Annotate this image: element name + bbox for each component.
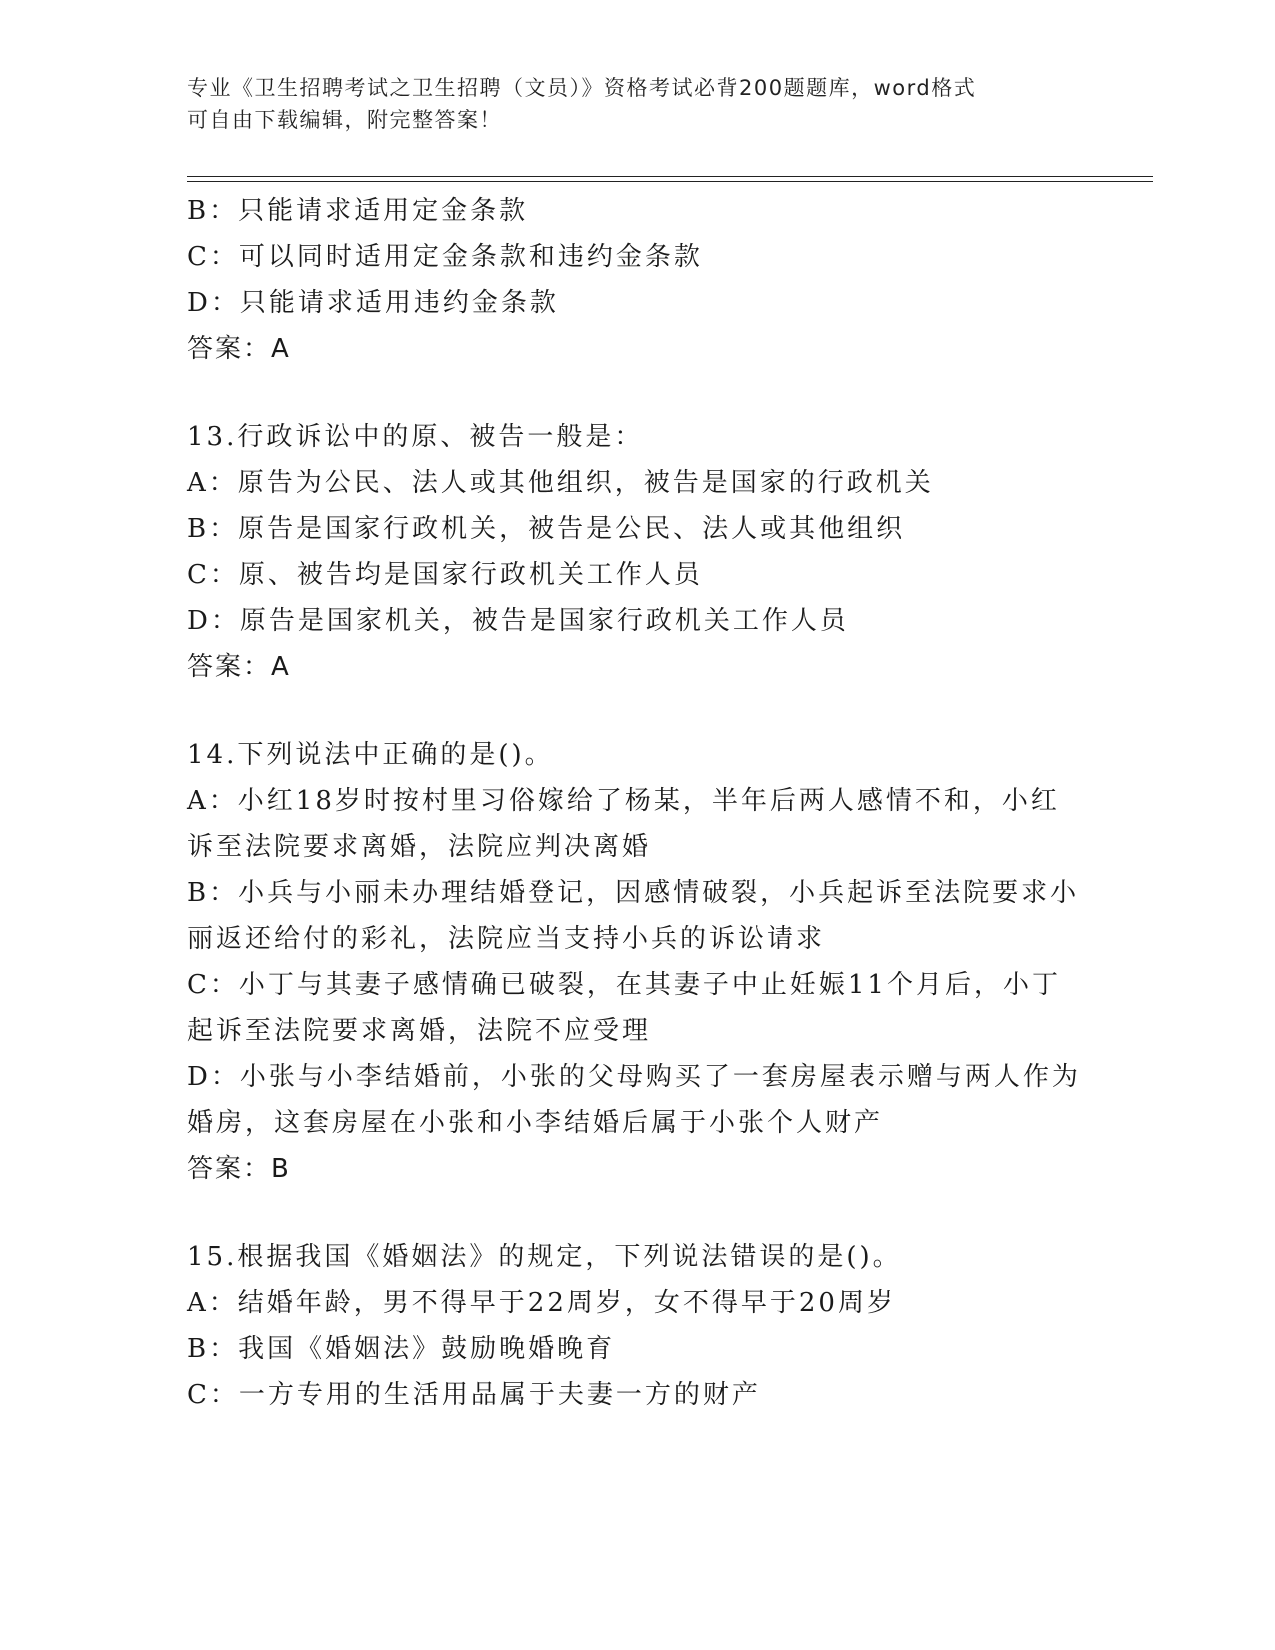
question-text: 15.根据我国《婚姻法》的规定，下列说法错误的是()。 xyxy=(187,1242,902,1272)
option-c-line-1: C：小丁与其妻子感情确已破裂，在其妻子中止妊娠11个月后，小丁 xyxy=(187,970,1061,1000)
answer: 答案：A xyxy=(187,652,291,682)
header-line-2: 可自由下载编辑，附完整答案！ xyxy=(187,108,502,132)
header-line-1: 专业《卫生招聘考试之卫生招聘（文员）》资格考试必背200题题库，word格式 xyxy=(187,76,977,100)
question-text: 14.下列说法中正确的是()。 xyxy=(187,740,554,770)
option-a: A：原告为公民、法人或其他组织，被告是国家的行政机关 xyxy=(187,468,934,498)
question-12-partial xyxy=(187,188,1087,372)
option-c-line-2: 起诉至法院要求离婚，法院不应受理 xyxy=(187,1016,652,1046)
option-b: B：只能请求适用定金条款 xyxy=(187,196,529,226)
option-c: C：可以同时适用定金条款和违约金条款 xyxy=(187,242,703,272)
option-a: A：结婚年龄，男不得早于22周岁，女不得早于20周岁 xyxy=(187,1288,896,1318)
option-c: C：一方专用的生活用品属于夫妻一方的财产 xyxy=(187,1380,761,1410)
option-a-line-2: 诉至法院要求离婚，法院应判决离婚 xyxy=(187,832,652,862)
option-a-line-1: A：小红18岁时按村里习俗嫁给了杨某，半年后两人感情不和，小红 xyxy=(187,786,1060,816)
option-b-line-1: B：小兵与小丽未办理结婚登记，因感情破裂，小兵起诉至法院要求小 xyxy=(187,878,1080,908)
header-rule-bottom xyxy=(187,181,1153,182)
option-d-line-2: 婚房，这套房屋在小张和小李结婚后属于小张个人财产 xyxy=(187,1108,884,1138)
option-b-line-2: 丽返还给付的彩礼，法院应当支持小兵的诉讼请求 xyxy=(187,924,826,954)
question-text: 13.行政诉讼中的原、被告一般是： xyxy=(187,422,644,452)
option-d: D：只能请求适用违约金条款 xyxy=(187,288,559,318)
question-13 xyxy=(187,414,1087,690)
document-header xyxy=(187,72,1067,136)
answer: 答案：A xyxy=(187,334,291,364)
option-d: D：原告是国家机关，被告是国家行政机关工作人员 xyxy=(187,606,849,636)
question-14 xyxy=(187,732,1087,1192)
option-b: B：我国《婚姻法》鼓励晚婚晚育 xyxy=(187,1334,616,1364)
option-d-line-1: D：小张与小李结婚前，小张的父母购买了一套房屋表示赠与两人作为 xyxy=(187,1062,1081,1092)
document-body xyxy=(187,188,1087,1418)
header-rule-top xyxy=(187,176,1153,177)
option-c: C：原、被告均是国家行政机关工作人员 xyxy=(187,560,703,590)
answer: 答案：B xyxy=(187,1154,291,1184)
option-b: B：原告是国家行政机关，被告是公民、法人或其他组织 xyxy=(187,514,906,544)
question-15 xyxy=(187,1234,1087,1418)
